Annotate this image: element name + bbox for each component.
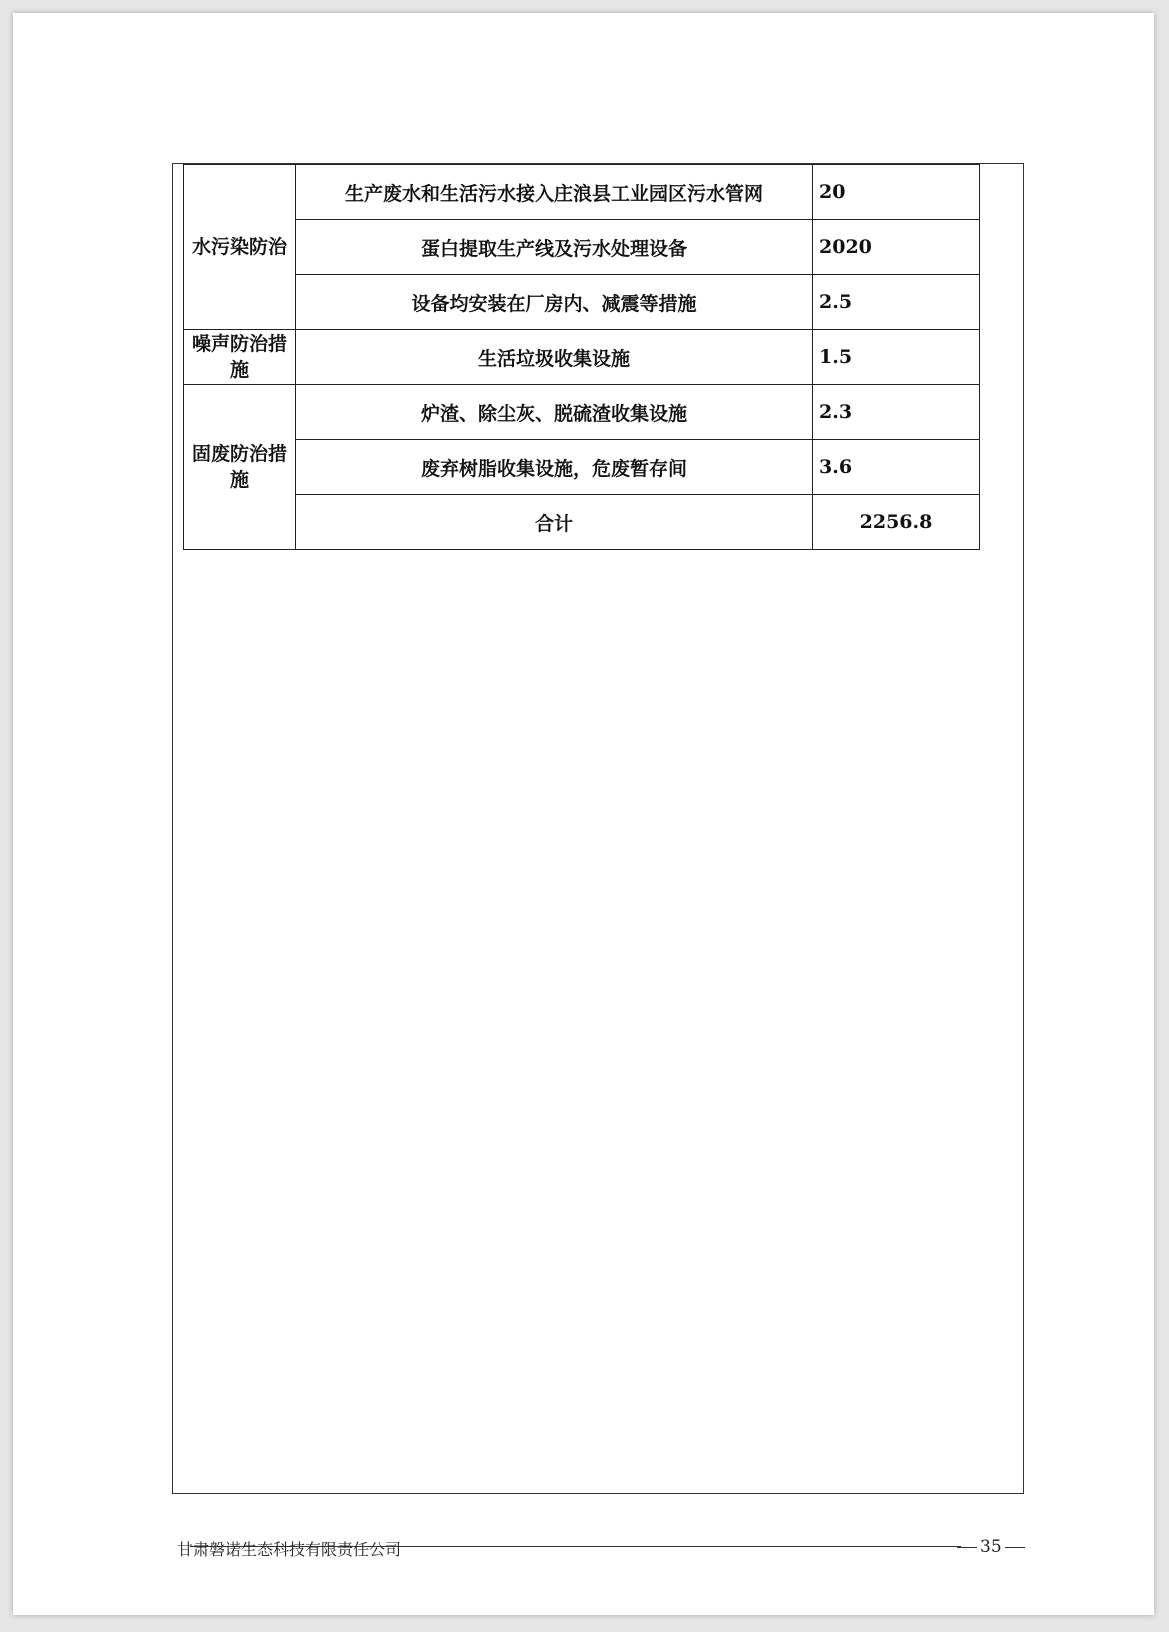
dash-right — [1005, 1547, 1025, 1548]
table-row — [184, 220, 980, 275]
amount-cell: 1.5 — [813, 330, 980, 385]
amount-cell: 2.3 — [813, 385, 980, 440]
table-row — [184, 165, 980, 220]
amount-cell: 2020 — [813, 220, 980, 275]
table-row — [184, 385, 980, 440]
total-amount: 2256.8 — [813, 495, 980, 550]
page-number — [954, 1537, 1028, 1557]
measure-cell: 生活垃圾收集设施 — [296, 330, 813, 385]
measure-cell: 废弃树脂收集设施，危废暂存间 — [296, 440, 813, 495]
amount-cell: 3.6 — [813, 440, 980, 495]
total-row — [184, 495, 980, 550]
dash-left — [957, 1547, 977, 1548]
amount-cell: 20 — [813, 165, 980, 220]
measure-cell: 炉渣、除尘灰、脱硫渣收集设施 — [296, 385, 813, 440]
table-row — [184, 275, 980, 330]
footer-company-name: 甘肃磐诺生态科技有限责任公司 — [177, 1540, 402, 1559]
page-number-value: 35 — [980, 1537, 1002, 1557]
environmental-investment-table — [183, 164, 980, 550]
document-page — [13, 13, 1154, 1615]
category-cell: 水污染防治 — [184, 165, 296, 330]
table-row — [184, 330, 980, 385]
measure-cell: 设备均安装在厂房内、减震等措施 — [296, 275, 813, 330]
total-label: 合计 — [296, 495, 813, 550]
amount-cell: 2.5 — [813, 275, 980, 330]
category-cell: 噪声防治措施 — [184, 330, 296, 385]
measure-cell: 蛋白提取生产线及污水处理设备 — [296, 220, 813, 275]
category-cell: 固废防治措施 — [184, 385, 296, 550]
measure-cell: 生产废水和生活污水接入庄浪县工业园区污水管网 — [296, 165, 813, 220]
table-row — [184, 440, 980, 495]
